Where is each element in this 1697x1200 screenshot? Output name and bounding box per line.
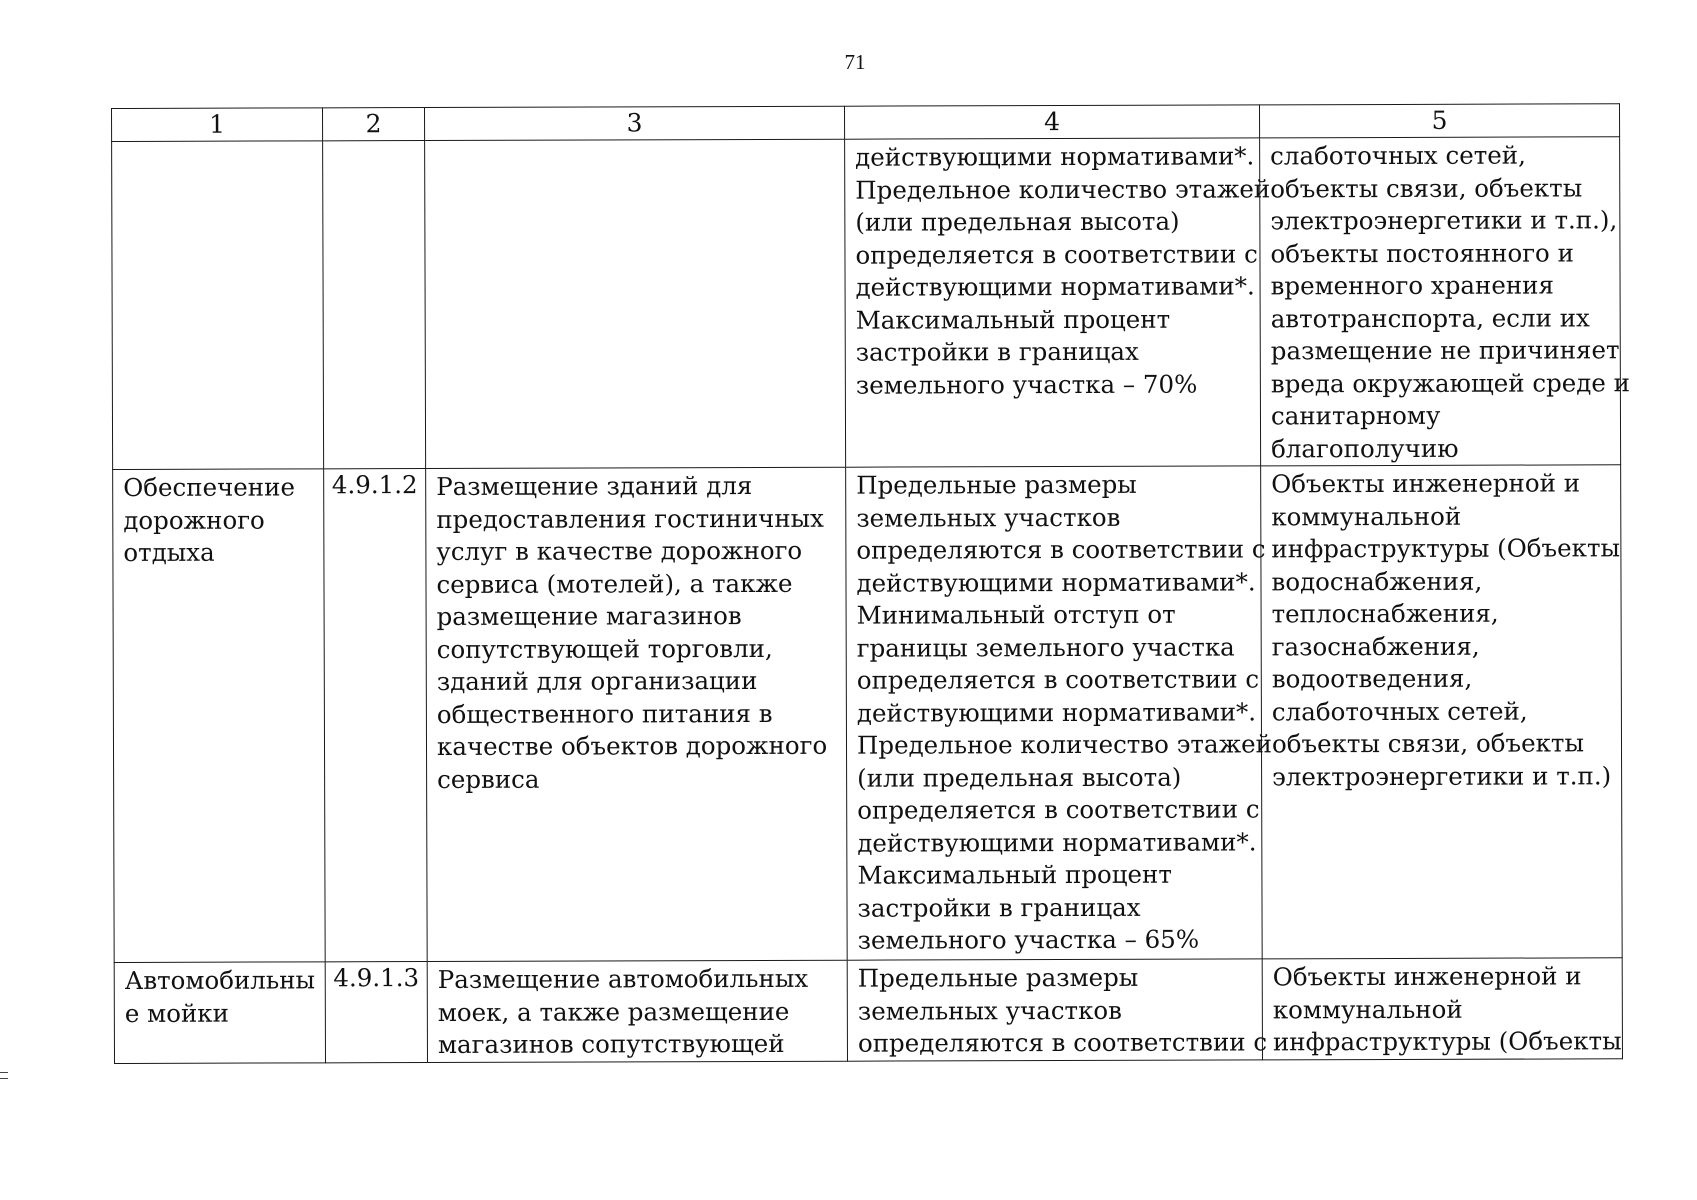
row-1-description xyxy=(425,139,846,468)
cell-text-line: е мойки xyxy=(124,998,229,1028)
cell-text-line: определяются в соответствии с xyxy=(857,1027,1268,1058)
row-3-parameters xyxy=(847,959,1268,1061)
cell-text-line: Предельное количество этажей xyxy=(855,173,1271,205)
header-col-3: 3 xyxy=(425,106,845,140)
cell-text-line: моек, а также размещение xyxy=(437,996,790,1027)
cell-text-line: Объекты инженерной и xyxy=(1271,468,1581,499)
cell-text-line: теплоснабжения, xyxy=(1271,598,1499,629)
cell-text-line: коммунальной xyxy=(1271,501,1462,531)
cell-text-line: услуг в качестве дорожного xyxy=(436,535,803,566)
cell-text-line: Максимальный процент xyxy=(857,859,1172,890)
cell-text-line: инфраструктуры (Объекты xyxy=(1272,1026,1622,1057)
cell-text-line: отдыха xyxy=(123,537,215,567)
cell-text-line: определяется в соответствии с xyxy=(855,238,1258,270)
cell-text-line: дорожного xyxy=(123,505,265,535)
cell-text-line: (или предельная высота) xyxy=(857,762,1182,793)
row-1-use-name xyxy=(112,141,324,470)
zoning-table xyxy=(111,103,1631,1063)
scan-margin-mark xyxy=(0,1072,8,1079)
cell-text-line: застройки в границах xyxy=(857,892,1141,923)
cell-text-line: Автомобильны xyxy=(124,965,316,995)
cell-text-line: застройки в границах xyxy=(855,336,1139,367)
row-3-use-name xyxy=(114,962,325,1063)
cell-text-line: Размещение зданий для xyxy=(436,470,753,501)
cell-text-line: Предельное количество этажей xyxy=(856,729,1272,760)
cell-text-line: определяются в соответствии с xyxy=(856,534,1266,565)
cell-text-line: действующими нормативами*. xyxy=(856,566,1256,598)
header-col-1: 1 xyxy=(112,108,323,142)
row-1-parameters xyxy=(845,138,1271,467)
row-1-auxiliary-uses xyxy=(1260,137,1631,466)
row-2-auxiliary-uses xyxy=(1261,465,1623,959)
cell-text-line: магазинов сопутствующей xyxy=(437,1028,785,1059)
cell-text-line: Размещение автомобильных xyxy=(437,963,809,994)
table-row xyxy=(112,137,1621,470)
cell-text-line: автотранспорта, если их xyxy=(1270,302,1590,333)
cell-text-line: слаботочных сетей, xyxy=(1271,696,1528,726)
cell-text-line: временного хранения xyxy=(1270,270,1554,301)
cell-text-line: коммунальной xyxy=(1272,994,1463,1024)
cell-text-line: предоставления гостиничных xyxy=(436,503,825,534)
cell-text-line: электроэнергетики и т.п.), xyxy=(1270,205,1618,236)
cell-text-line: действующими нормативами*. xyxy=(855,271,1255,302)
cell-text-line: границы земельного участка xyxy=(856,631,1235,663)
row-3-code: 4.9.1.3 xyxy=(325,962,427,1063)
cell-text-line: Максимальный процент xyxy=(855,304,1171,335)
cell-text-line: сервиса (мотелей), а также xyxy=(436,568,793,599)
header-col-5: 5 xyxy=(1259,104,1619,138)
cell-text-line: действующими нормативами*. xyxy=(855,141,1255,172)
cell-text-line: благополучию xyxy=(1271,433,1459,463)
cell-text-line: действующими нормативами*. xyxy=(856,696,1257,728)
row-1-code xyxy=(323,141,426,469)
cell-text-line: Предельные размеры xyxy=(856,469,1137,500)
cell-text-line: земельного участка – 70% xyxy=(855,369,1198,400)
header-col-2: 2 xyxy=(323,108,425,141)
cell-text-line: электроэнергетики и т.п.) xyxy=(1272,760,1612,791)
row-2-description xyxy=(426,467,848,961)
cell-text-line: земельных участков xyxy=(857,995,1122,1026)
cell-text-line: Предельные размеры xyxy=(857,962,1139,993)
cell-text-line: сервиса xyxy=(437,764,540,794)
row-2-use-name xyxy=(113,469,326,963)
cell-text-line: водоотведения, xyxy=(1271,663,1473,694)
cell-text-line: слаботочных сетей, xyxy=(1270,140,1526,171)
cell-text-line: качестве объектов дорожного xyxy=(436,730,828,761)
table-row xyxy=(114,958,1622,1063)
row-3-auxiliary-uses xyxy=(1262,958,1622,1060)
cell-text-line: вреда окружающей среде и xyxy=(1270,367,1631,398)
cell-text-line: водоснабжения, xyxy=(1271,566,1483,596)
header-col-4: 4 xyxy=(844,105,1259,139)
cell-text-line: зданий для организации xyxy=(436,665,758,696)
cell-text-line: санитарному xyxy=(1270,400,1441,431)
cell-text-line: Обеспечение xyxy=(123,472,295,502)
table-row xyxy=(113,465,1623,963)
cell-text-line: размещение магазинов xyxy=(436,601,742,631)
cell-text-line: объекты связи, объекты xyxy=(1270,172,1583,203)
cell-text-line: газоснабжения, xyxy=(1271,631,1480,661)
cell-text-line: Объекты инженерной и xyxy=(1272,961,1582,992)
row-2-code: 4.9.1.2 xyxy=(324,469,428,962)
cell-text-line: инфраструктуры (Объекты xyxy=(1271,533,1621,564)
cell-text-line: определяется в соответствии с xyxy=(856,664,1260,695)
cell-text-line: (или предельная высота) xyxy=(855,206,1180,237)
cell-text-line: действующими нормативами*. xyxy=(857,826,1257,858)
row-2-parameters xyxy=(846,466,1272,960)
cell-text-line: сопутствующей торговли, xyxy=(436,633,773,664)
cell-text-line: определяется в соответствии с xyxy=(857,794,1260,825)
cell-text-line: размещение не причиняет xyxy=(1270,335,1620,366)
table-header-row xyxy=(112,104,1620,142)
cell-text-line: Минимальный отступ от xyxy=(856,599,1176,630)
cell-text-line: общественного питания в xyxy=(436,698,773,729)
cell-text-line: объекты постоянного и xyxy=(1270,237,1574,268)
cell-text-line: земельных участков xyxy=(856,502,1121,533)
row-3-description xyxy=(427,960,847,1062)
cell-text-line: земельного участка – 65% xyxy=(857,924,1200,955)
page-number: 71 xyxy=(844,50,866,74)
cell-text-line: объекты связи, объекты xyxy=(1271,728,1584,759)
